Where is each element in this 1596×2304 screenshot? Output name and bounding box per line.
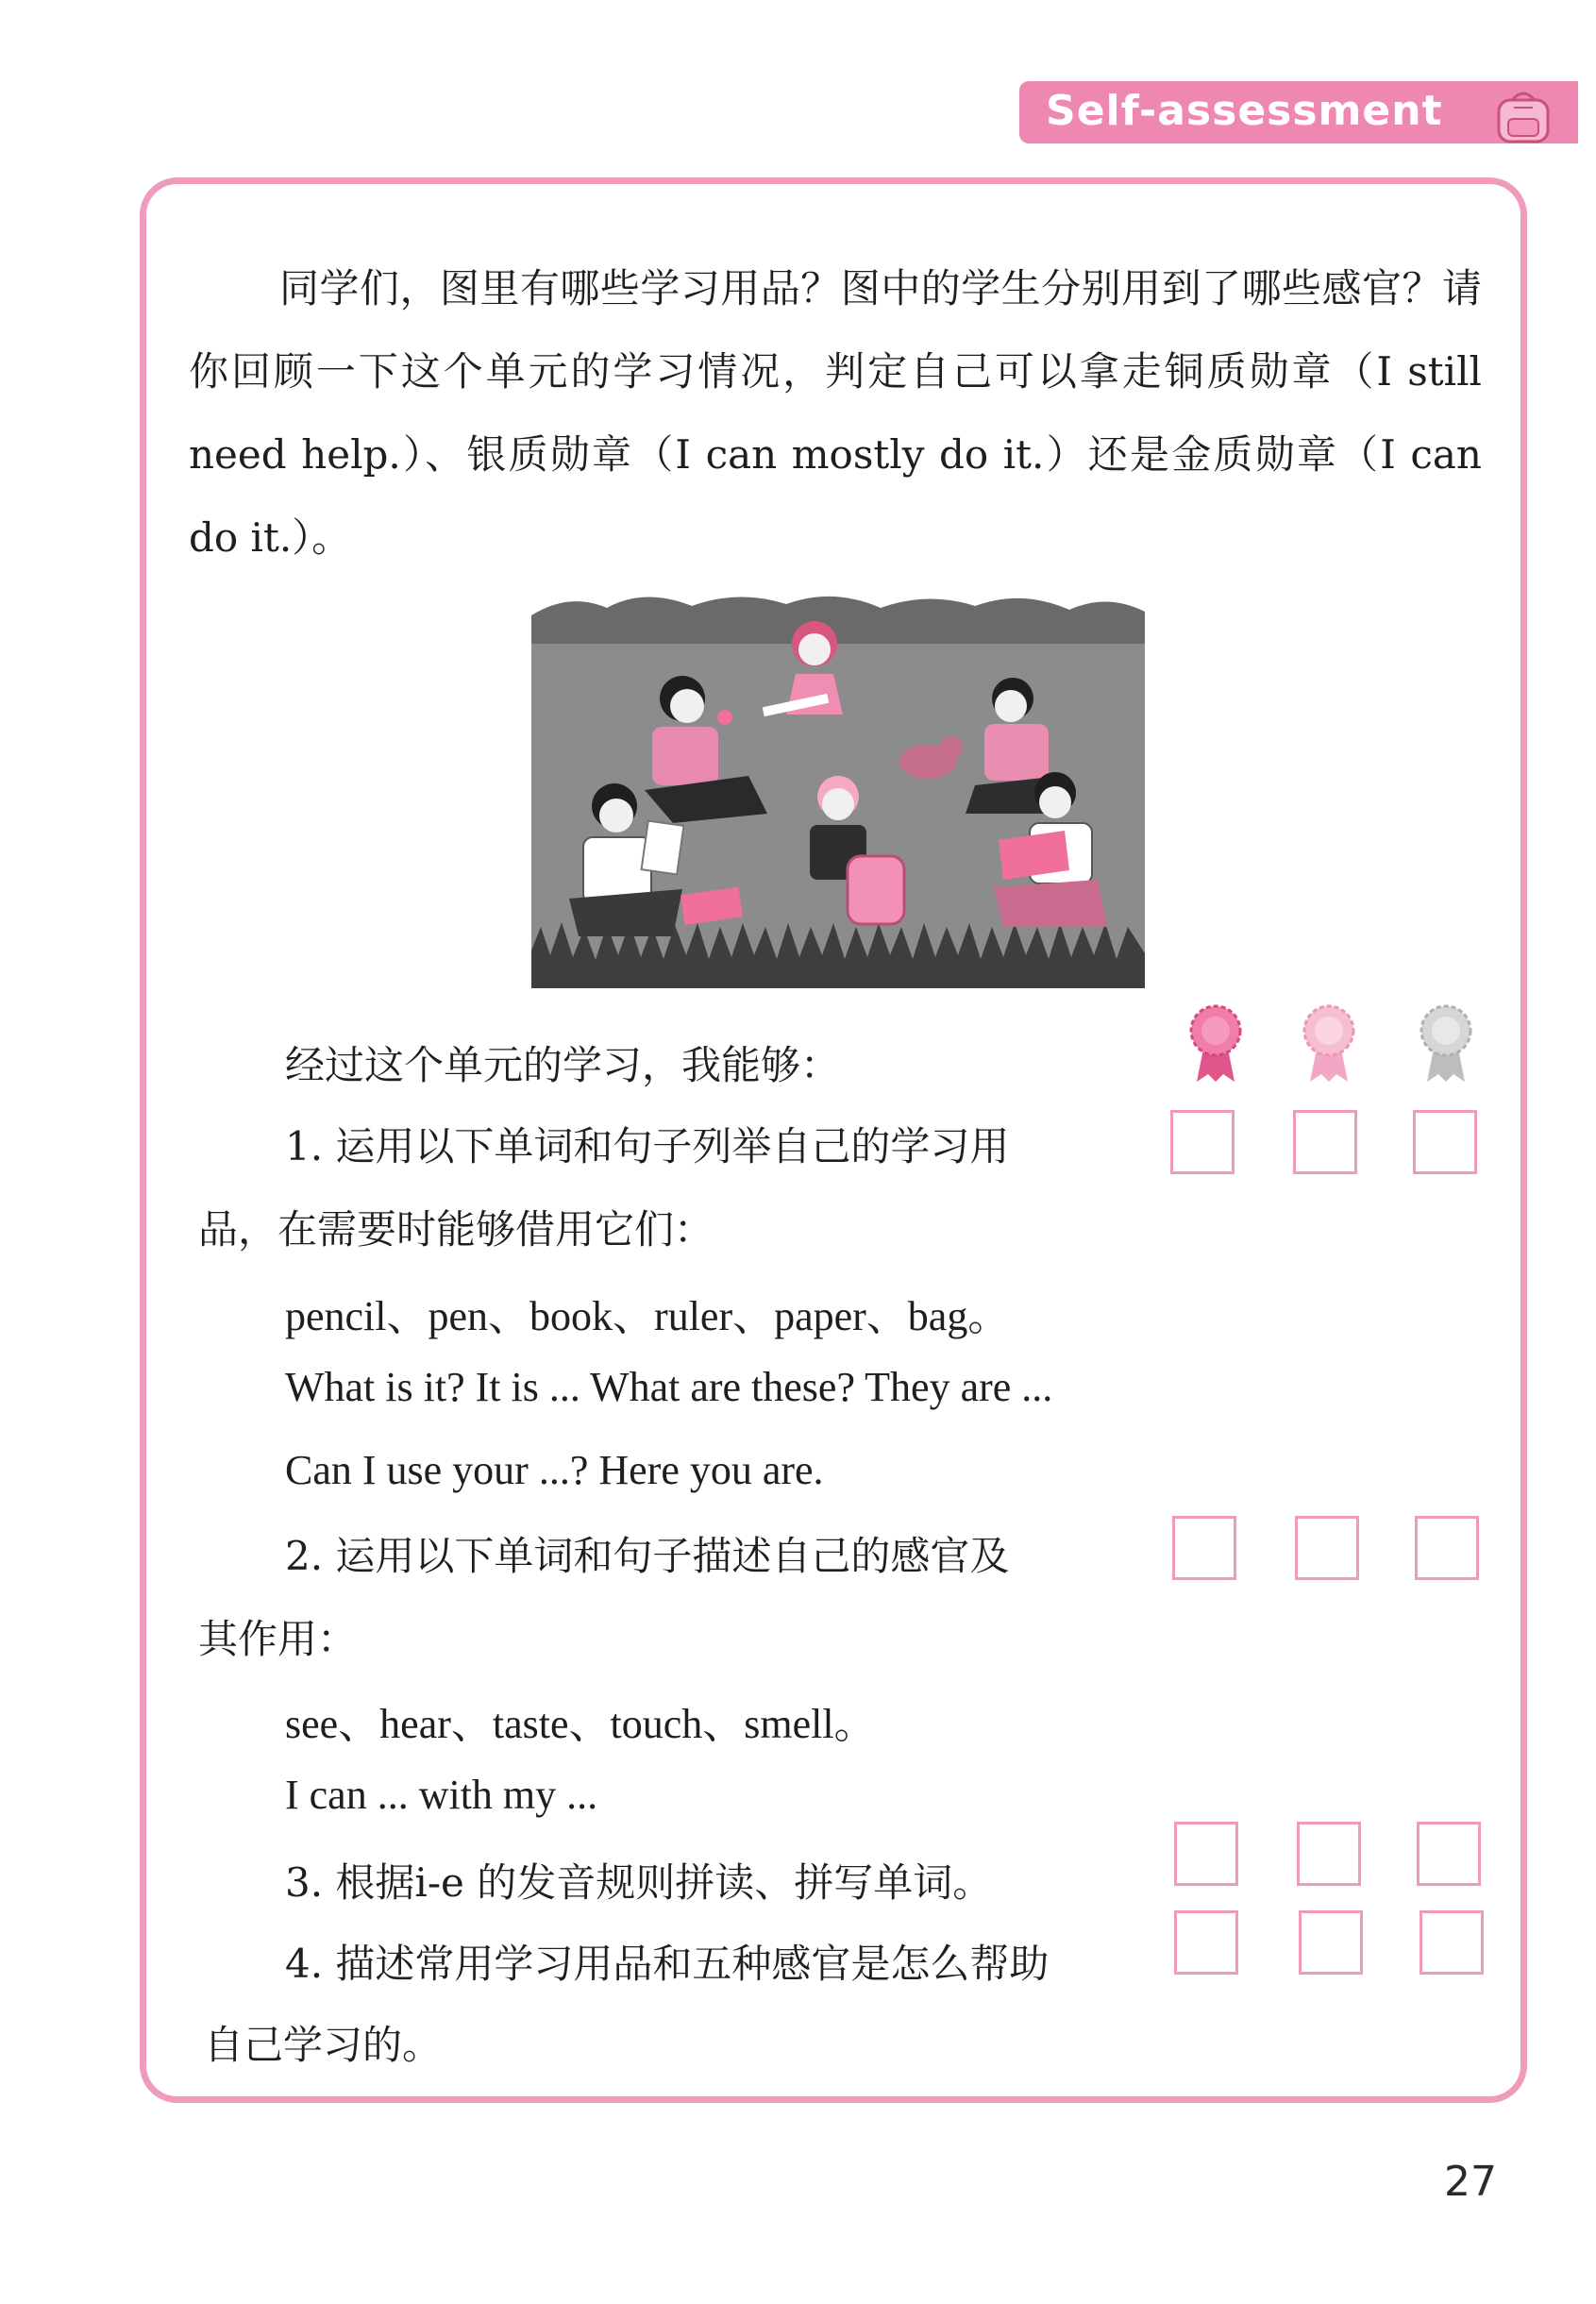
item2-checkbox-silver[interactable]: [1295, 1516, 1359, 1580]
item1-sentence2: Can I use your ...? Here you are.: [285, 1447, 824, 1493]
rosette-grey-icon: [1418, 1002, 1474, 1084]
item1-sentence1: What is it? It is ... What are these? They are ...: [285, 1364, 1053, 1410]
item3-text: 3. 根据i-e 的发音规则拼读、拼写单词。: [285, 1859, 993, 1906]
item1-checkbox-bronze[interactable]: [1170, 1110, 1235, 1174]
rosette-dark-pink-icon: [1187, 1002, 1244, 1084]
page-number: 27: [1444, 2158, 1497, 2206]
item1-line2: 品，在需要时能够借用它们：: [198, 1206, 714, 1253]
rosette-light-pink-icon: [1301, 1002, 1357, 1084]
item3-checkbox-gold[interactable]: [1417, 1822, 1481, 1886]
item4-checkbox-bronze[interactable]: [1174, 1910, 1238, 1975]
item2-words: see、hear、taste、touch、smell。: [285, 1701, 876, 1747]
schoolbag-icon: [1486, 85, 1561, 147]
item1-checkbox-silver[interactable]: [1293, 1110, 1357, 1174]
item3-checkbox-bronze[interactable]: [1174, 1822, 1238, 1886]
item3-checkbox-silver[interactable]: [1297, 1822, 1361, 1886]
item4-checkbox-gold[interactable]: [1420, 1910, 1484, 1975]
item4-line1: 4. 描述常用学习用品和五种感官是怎么帮助: [285, 1941, 1050, 1987]
item2-checkbox-bronze[interactable]: [1172, 1516, 1236, 1580]
item1-line1: 1. 运用以下单词和句子列举自己的学习用: [285, 1123, 1010, 1169]
item2-checkbox-gold[interactable]: [1415, 1516, 1479, 1580]
item1-words: pencil、pen、book、ruler、paper、bag。: [285, 1293, 1010, 1339]
item2-sentence: I can ... with my ...: [285, 1772, 598, 1818]
item4-checkbox-silver[interactable]: [1299, 1910, 1363, 1975]
item4-line2: 自己学习的。: [204, 2022, 443, 2068]
section-lead: 经过这个单元的学习，我能够：: [285, 1042, 841, 1088]
intro-paragraph: 同学们，图里有哪些学习用品？图中的学生分别用到了哪些感官？请你回顾一下这个单元的学习情况，判定自己可以拿走铜质勋章（I still need help.）、银质勋章（I can mostly do it.）还是金质勋章（I can do it.）。: [189, 265, 1482, 561]
item1-checkbox-gold[interactable]: [1413, 1110, 1477, 1174]
item2-line1: 2. 运用以下单词和句子描述自己的感官及: [285, 1533, 1010, 1579]
children-sitting-on-grass-illustration: [531, 587, 1145, 988]
section-header-title: Self-assessment: [1046, 87, 1443, 135]
section-header-tab: [1019, 81, 1578, 143]
item2-line2: 其作用：: [198, 1616, 358, 1662]
